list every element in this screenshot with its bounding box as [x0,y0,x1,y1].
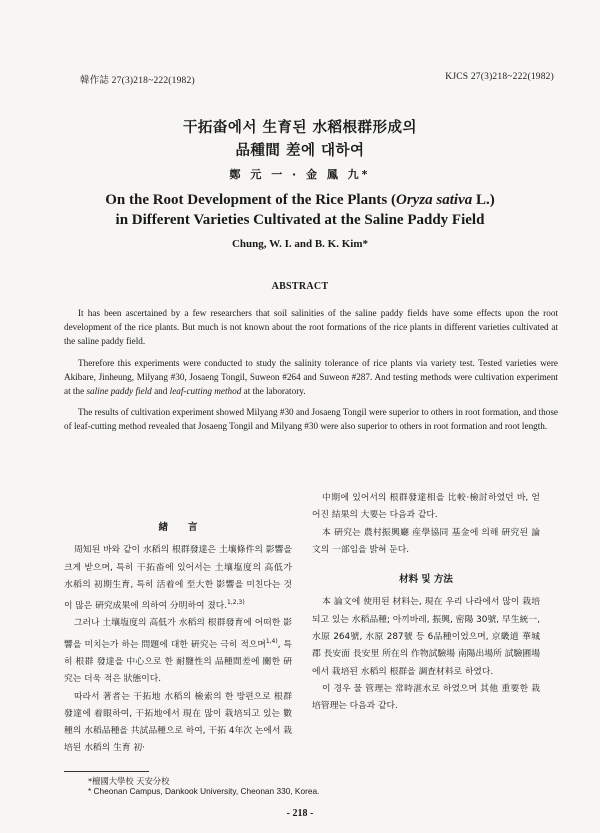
english-title-line1-start: On the Root Development of the Rice Plants ( [105,192,397,208]
footnote-affiliation-english: * Cheonan Campus, Dankook University, Cheonan 330, Korea. [88,786,320,796]
methods-paragraph-1: 本 論文에 使用된 材料는, 現在 우리 나라에서 많이 栽培되고 있는 水稻品種; 아끼바레, 振興, 密陽 30號, 早生統一, 水原 264號, 水原 287號 등 6品種이었으며, 京畿道 華城郡 長安面 長安里 所在의 作物試驗場 南陽出場所 試驗圃場에서 栽培된 水稻의 根群을 調査材料로 하였다. [312,597,540,677]
methods-paragraph-2: 이 경우 물 管理는 常時湛水로 하였으며 其他 重要한 栽培管理는 다음과 같다. [312,683,540,712]
intro-paragraph-2 [64,615,292,688]
journal-citation-korean: 韓作誌 27(3)218~222(1982) [80,76,195,86]
abstract-paragraph-3: The results of cultivation experiment showed Milyang #30 and Josaeng Tongil were superior to others in root formation, and those of leaf-cutting method revealed that Josaeng Tongil and Milyang #30 were also superior to others in root formation and root length. [64,407,558,432]
korean-title-line2: 品種間 差에 대하여 [235,143,365,159]
materials-methods-heading: 材料 및 方法 [399,574,453,586]
left-column [64,515,292,758]
abstract-p2-text-b: and [151,386,170,397]
journal-citation-english: KJCS 27(3)218~222(1982) [445,72,554,82]
intro-paragraph-1 [64,542,292,615]
abstract-p2-text-c: at the laboratory. [241,386,306,397]
abstract-paragraph-2 [64,356,558,399]
intro-p1-citation: 1,2,3) [227,599,245,607]
footnote-divider [64,771,149,772]
korean-title-line1: 干拓畓에서 生育된 水稻根群形成의 [182,120,418,136]
abstract-heading: ABSTRACT [271,281,329,292]
intro-p2-text-rest: , 특히 根群 發達을 中心으로 한 耐鹽性의 品種間差에 關한 硏究는 더욱 적은 狀態이다. [64,639,293,685]
english-title-line1 [0,192,600,209]
intro-p1-text: 周知된 바와 같이 水稻의 根群發達은 土壤條件의 影響을 크게 받으며, 특히 干拓畓에 있어서는 土壤塩度의 高低가 水稻의 初期生育, 특히 活着에 至大한 影響을 미친다는 것이 많은 硏究成果에 의하여 分明하여 졌다. [64,545,292,612]
intro-p2-text: 그러나 土壤塩度의 高低가 水稻의 根群發育에 어떠한 影響을 미치는가 하는 問題에 대한 硏究는 극히 적으며 [64,618,292,650]
intro-paragraph-continued: 中期에 있어서의 根群發達相을 比較·檢討하였던 바, 얻어진 結果의 大要는 다음과 같다. [312,493,540,521]
introduction-heading [64,519,292,536]
page-number: - 218 - [286,808,314,819]
abstract-p2-text-a: Therefore this experiments were conducted to study the salinity tolerance of rice plants via variety test. Tested varieties were Akibare, Jinheung, Milyang #30, Josaeng Tongil, Suweon #264 and Suweon #287. And testing methods were cultivation experiment at the [64,357,558,397]
abstract-p2-italic-2: leaf-cutting method [169,386,242,397]
abstract-body [64,306,558,441]
intro-p2-citation: 1,4) [265,637,278,645]
introduction-heading-char-2: 言 [188,522,198,533]
english-title-line1-end: L.) [472,192,495,208]
english-title-line2: in Different Varieties Cultivated at the Saline Paddy Field [115,212,485,228]
introduction-heading-char-1: 緖 [158,522,168,533]
korean-authors: 鄭 元 一 · 金 鳳 九* [229,168,371,181]
acknowledgement-paragraph: 本 硏究는 農村振興廳 産學協同 基金에 의해 硏究된 論文의 一部임을 밝혀 둔다. [312,527,540,555]
english-authors: Chung, W. I. and B. K. Kim* [231,238,369,250]
footnote-affiliation-korean: *檀國大學校 天安分校 [88,776,170,786]
abstract-paragraph-1: It has been ascertained by a few researchers that soil salinities of the saline paddy fields have some effects upon the root development of the rice plants. But much is not known about the root formations of the rice plants in different varieties cultivated at the saline paddy field. [64,308,558,347]
right-column [312,490,540,716]
intro-paragraph-3: 따라서 著者는 干拓地 水稻의 檢索의 한 방편으로 根群發達에 着眼하여, 干拓地에서 現在 많이 栽培되고 있는 數種의 水稻品種을 共試品種으로 하여, 干拓 4年次 논에서 栽培된 水稻의 生育 初· [64,691,292,754]
scientific-name: Oryza sativa [396,192,473,208]
abstract-p2-italic-1: saline paddy field [86,386,152,397]
